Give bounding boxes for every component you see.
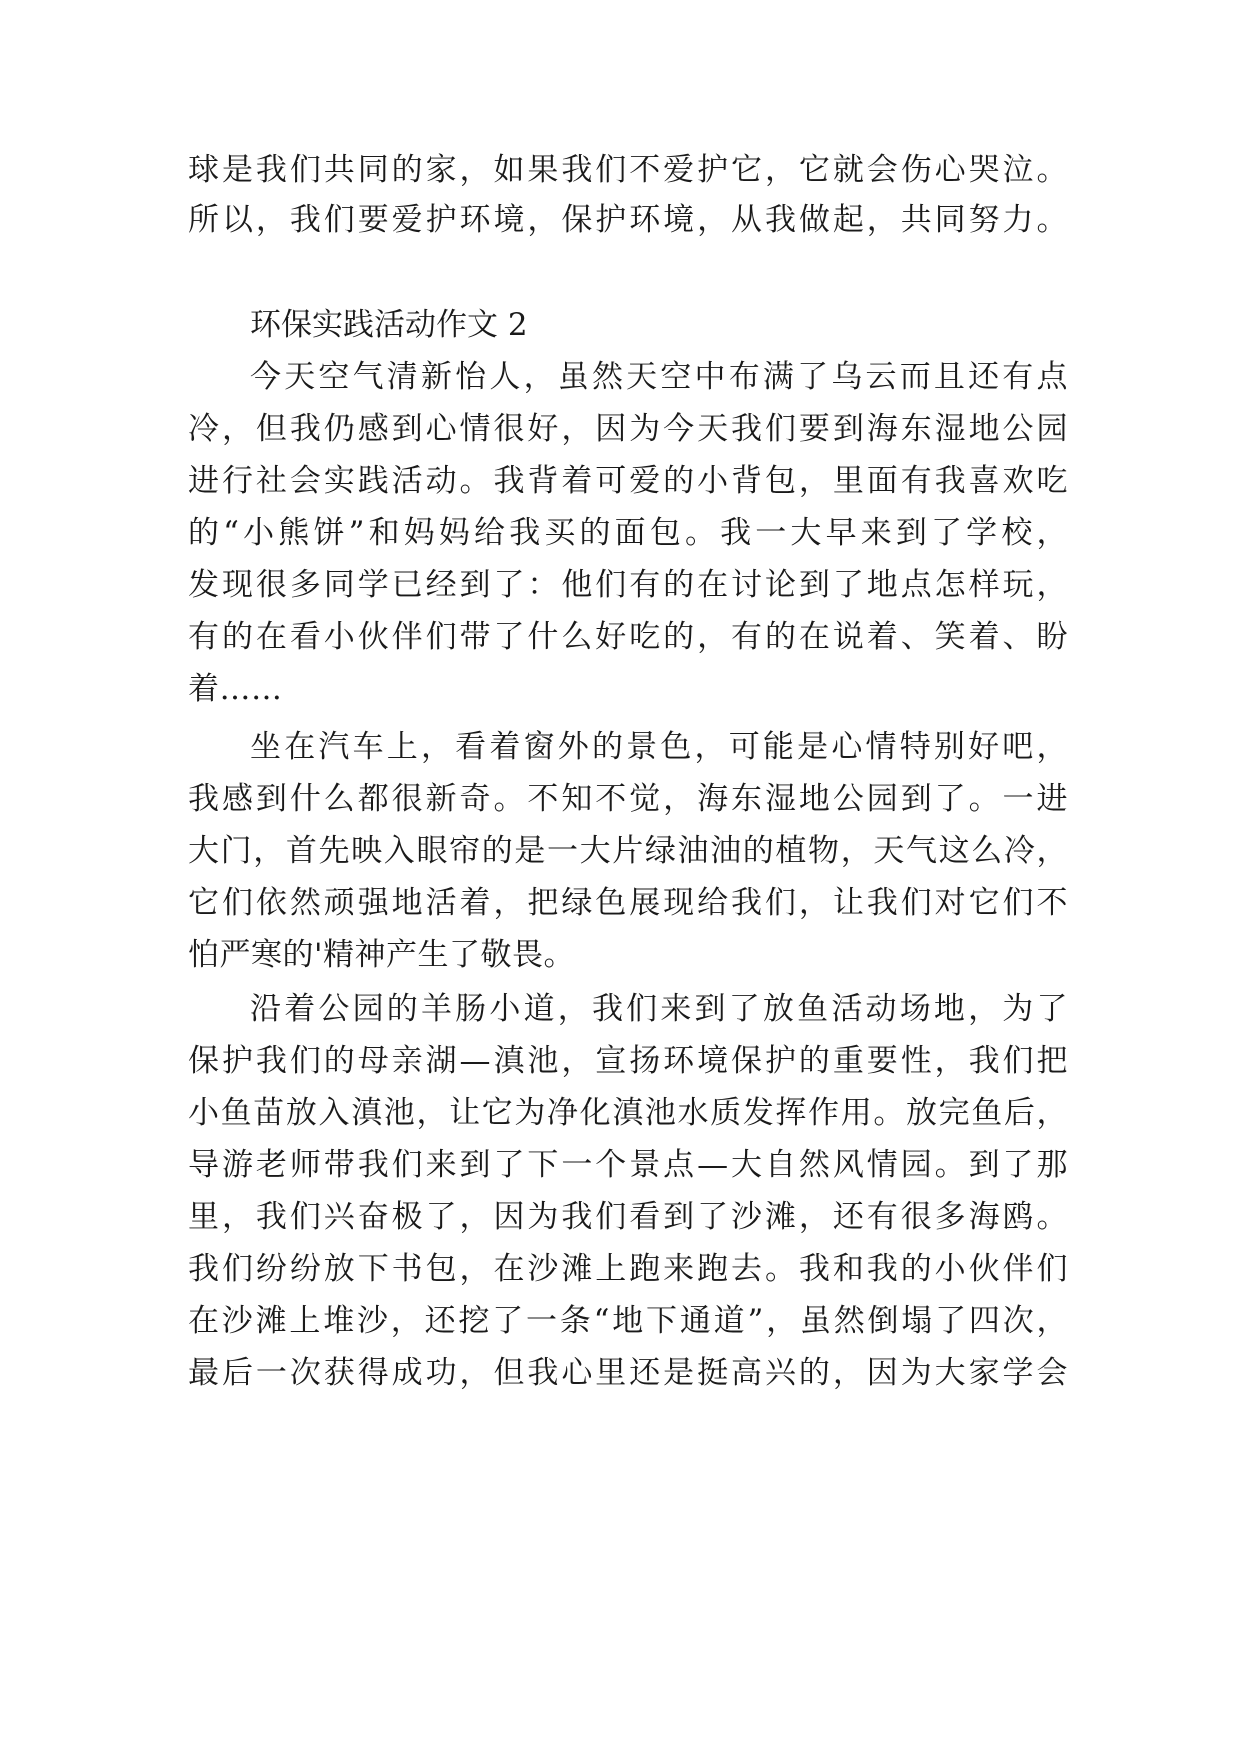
paragraph-line: 沿着公园的羊肠小道，我们来到了放鱼活动场地，为了 [250, 991, 1068, 1027]
paragraph-line: 最后一次获得成功，但我心里还是挺高兴的，因为大家学会 [188, 1355, 1068, 1391]
paragraph-line: 大门，首先映入眼帘的是一大片绿油油的植物，天气这么冷， [188, 833, 1068, 869]
paragraph-line: 我感到什么都很新奇。不知不觉，海东湿地公园到了。一进 [188, 781, 1068, 817]
paragraph-line: 它们依然顽强地活着，把绿色展现给我们，让我们对它们不 [188, 885, 1068, 921]
paragraph-line: 着…… [188, 671, 283, 707]
paragraph-line: 我们纷纷放下书包，在沙滩上跑来跑去。我和我的小伙伴们 [188, 1251, 1068, 1287]
paragraph-line: 有的在看小伙伴们带了什么好吃的，有的在说着、笑着、盼 [188, 619, 1068, 655]
paragraph-line: 保护我们的母亲湖—滇池，宣扬环境保护的重要性，我们把 [188, 1043, 1068, 1079]
paragraph-line: 坐在汽车上，看着窗外的景色，可能是心情特别好吧， [250, 729, 1068, 765]
paragraph-line: 进行社会实践活动。我背着可爱的小背包，里面有我喜欢吃 [188, 463, 1068, 499]
paragraph-line: 今天空气清新怡人，虽然天空中布满了乌云而且还有点 [250, 359, 1068, 395]
paragraph-line: 在沙滩上堆沙，还挖了一条“地下通道”，虽然倒塌了四次， [188, 1303, 1068, 1339]
paragraph-line: 小鱼苗放入滇池，让它为净化滇池水质发挥作用。放完鱼后， [188, 1095, 1068, 1131]
paragraph-line: 冷，但我仍感到心情很好，因为今天我们要到海东湿地公园 [188, 411, 1068, 447]
paragraph-line: 的“小熊饼”和妈妈给我买的面包。我一大早来到了学校， [188, 515, 1068, 551]
paragraph-line: 发现很多同学已经到了：他们有的在讨论到了地点怎样玩， [188, 567, 1068, 603]
paragraph-line: 球是我们共同的家，如果我们不爱护它，它就会伤心哭泣。 [188, 152, 1068, 188]
paragraph-line: 导游老师带我们来到了下一个景点—大自然风情园。到了那 [188, 1147, 1068, 1183]
paragraph-line: 里，我们兴奋极了，因为我们看到了沙滩，还有很多海鸥。 [188, 1199, 1068, 1235]
paragraph-line: 怕严寒的'精神产生了敬畏。 [188, 937, 576, 973]
section-title: 环保实践活动作文 2 [250, 307, 528, 343]
paragraph-line: 所以，我们要爱护环境，保护环境，从我做起，共同努力。 [188, 202, 1068, 238]
